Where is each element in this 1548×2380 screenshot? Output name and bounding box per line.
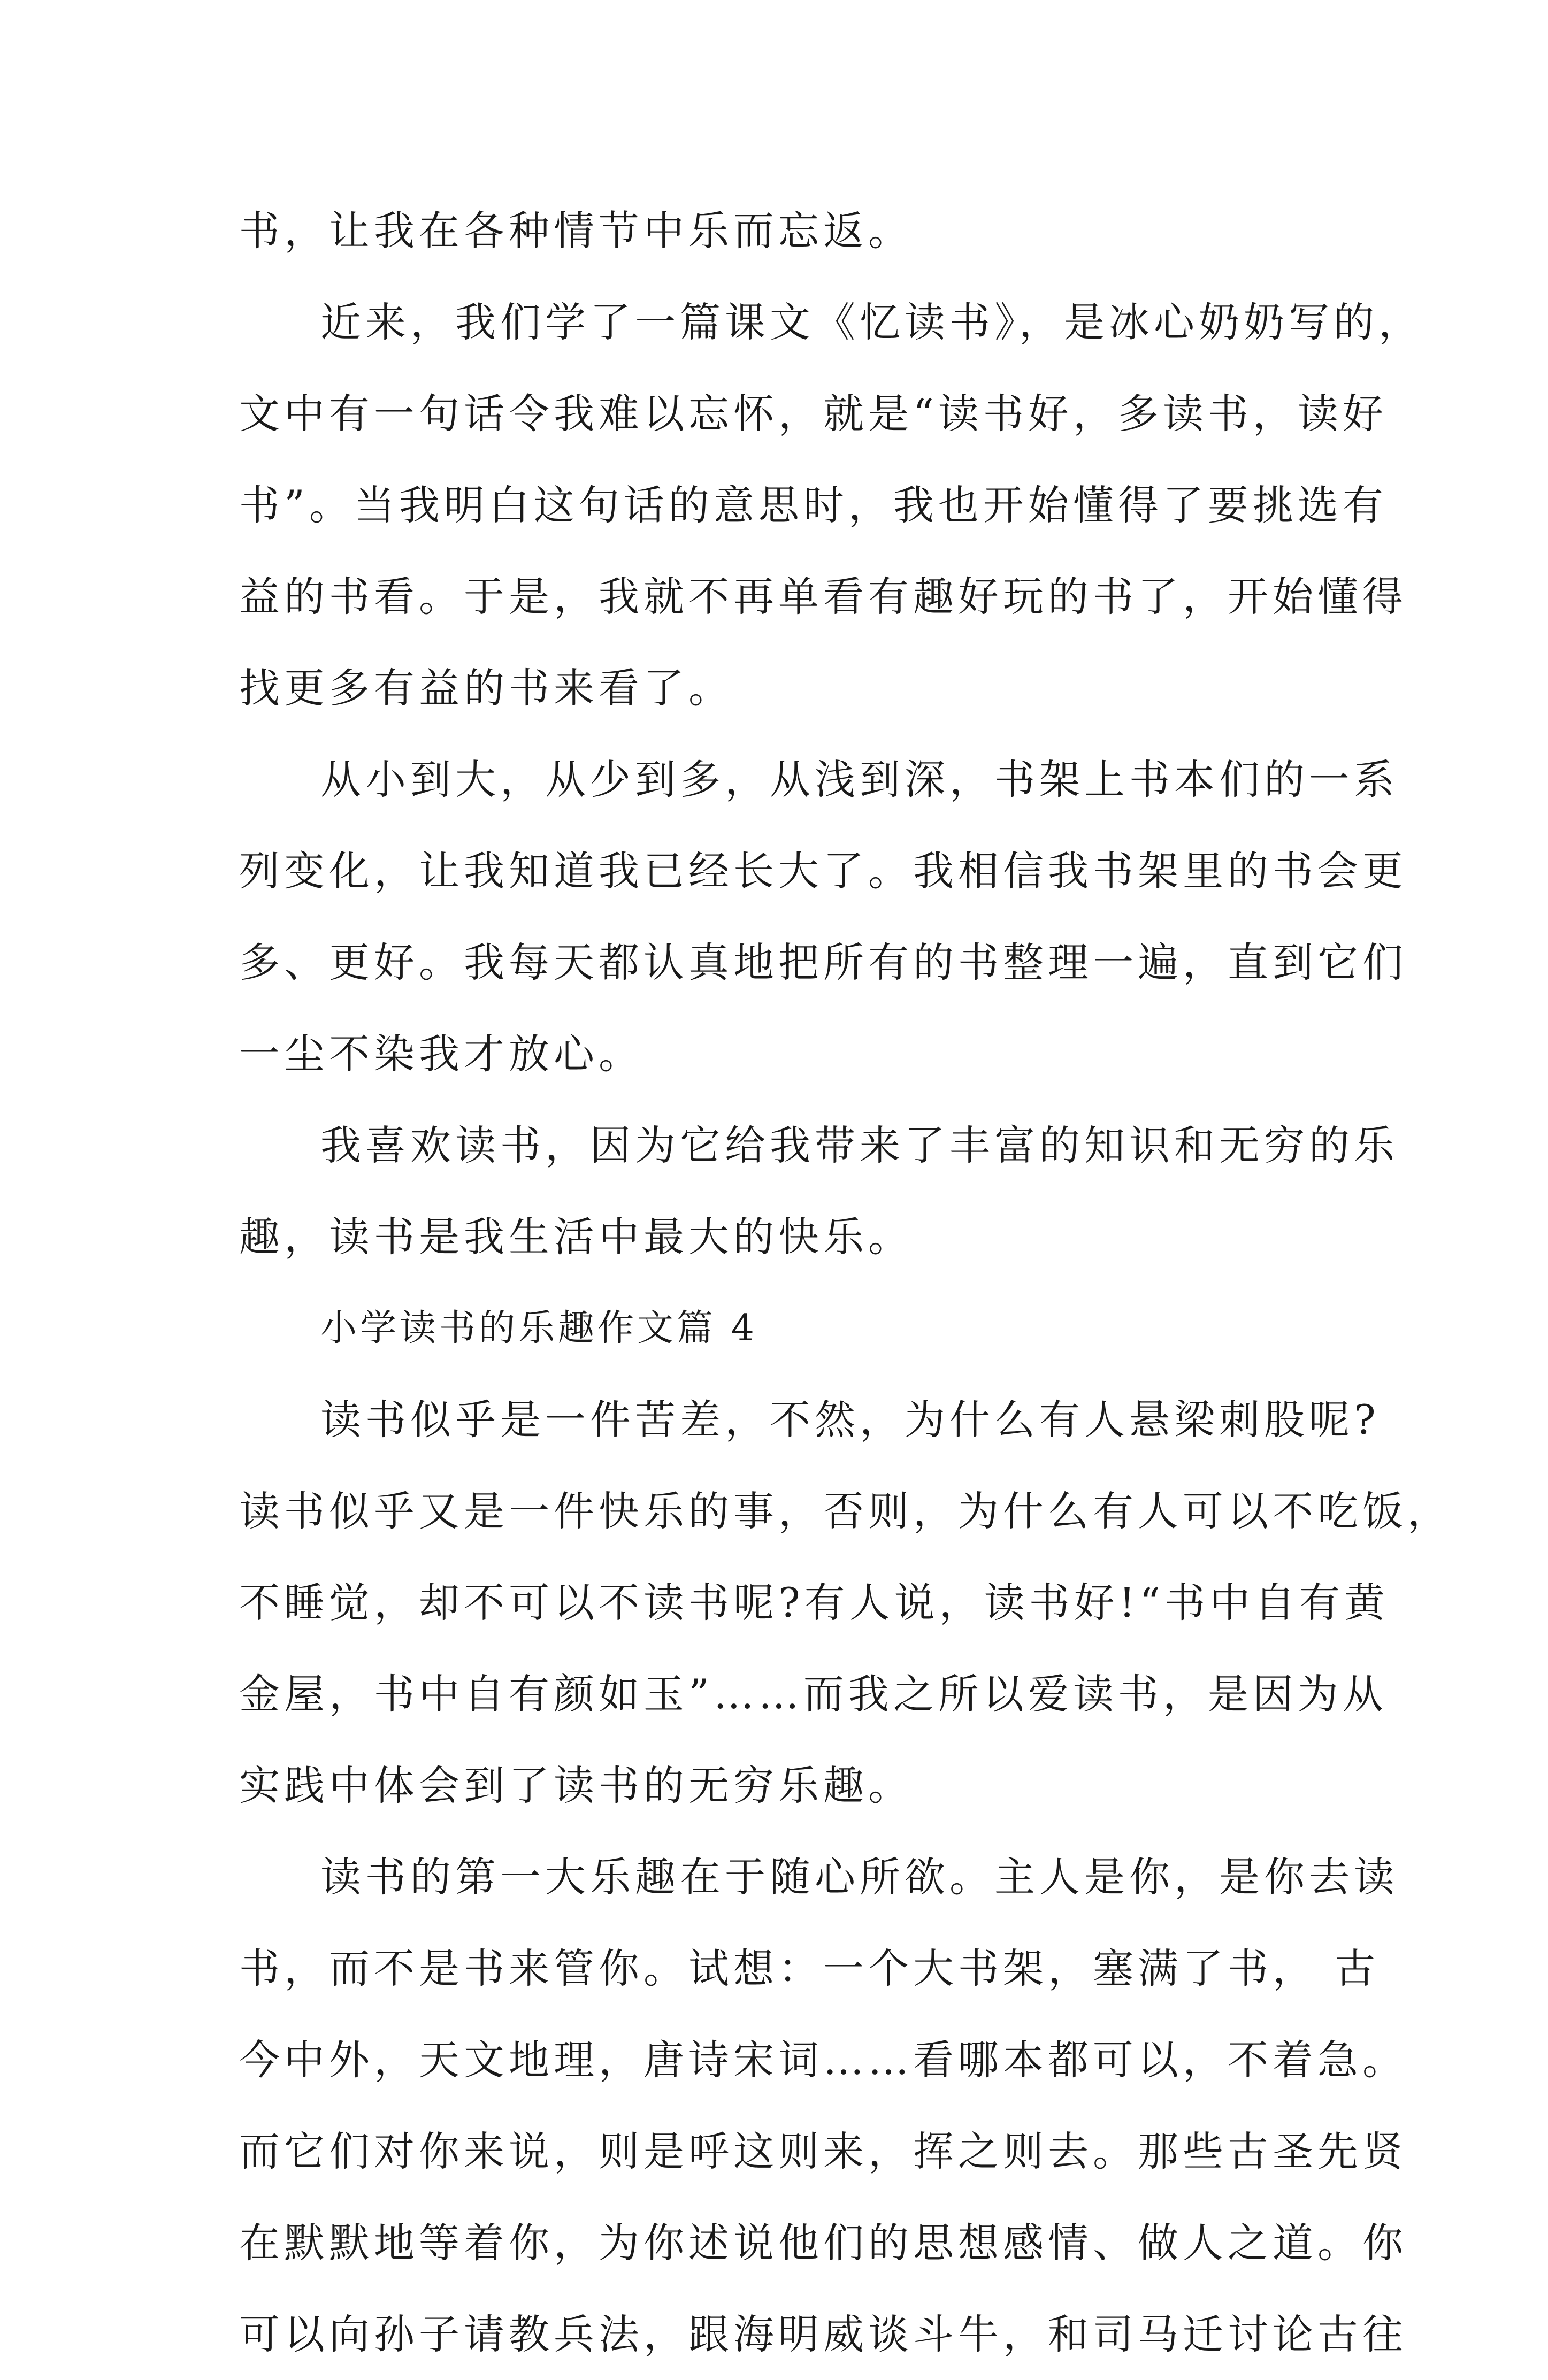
text-line: 书，而不是书来管你。试想：一个大书架，塞满了书， 古 <box>239 1945 1380 1992</box>
text-line: 列变化，让我知道我已经长大了。我相信我书架里的书会更 <box>239 847 1407 895</box>
text-line: 不睡觉，却不可以不读书呢?有人说，读书好!“书中自有黄 <box>239 1579 1390 1626</box>
text-line: 今中外，天文地理，唐诗宋词……看哪本都可以，不着急。 <box>239 2036 1407 2084</box>
text-line: 而它们对你来说，则是呼这则来，挥之则去。那些古圣先贤 <box>239 2128 1407 2175</box>
text-line: 多、更好。我每天都认真地把所有的书整理一遍，直到它们 <box>239 939 1407 986</box>
paragraph-start-line: 我喜欢读书，因为它给我带来了丰富的知识和无穷的乐 <box>320 1122 1399 1169</box>
document-body <box>239 185 1452 2380</box>
text-line: 一尘不染我才放心。 <box>239 1030 643 1078</box>
text-line: 实践中体会到了读书的无穷乐趣。 <box>239 1762 913 1809</box>
text-line: 趣，读书是我生活中最大的快乐。 <box>239 1213 913 1261</box>
paragraph-start-line: 读书的第一大乐趣在于随心所欲。主人是你，是你去读 <box>320 1853 1399 1901</box>
text-line: 找更多有益的书来看了。 <box>239 664 733 712</box>
text-line: 益的书看。于是，我就不再单看有趣好玩的书了，开始懂得 <box>239 573 1407 620</box>
text-line: 金屋，书中自有颜如玉”……而我之所以爱读书，是因为从 <box>239 1670 1388 1718</box>
section-heading: 小学读书的乐趣作文篇 4 <box>320 1307 757 1349</box>
text-line: 在默默地等着你，为你述说他们的思想感情、做人之道。你 <box>239 2219 1407 2267</box>
text-line: 可以向孙子请教兵法，跟海明威谈斗牛，和司马迁讨论古往 <box>239 2310 1407 2358</box>
text-line: 文中有一句话令我难以忘怀，就是“读书好，多读书，读好 <box>239 390 1388 437</box>
paragraph-start-line: 读书似乎是一件苦差，不然，为什么有人悬梁刺股呢? <box>320 1396 1380 1444</box>
text-line: 读书似乎又是一件快乐的事，否则，为什么有人可以不吃饭， <box>239 1487 1452 1535</box>
paragraph-start-line: 近来，我们学了一篇课文《忆读书》，是冰心奶奶写的， <box>320 298 1423 346</box>
text-line: 书”。当我明白这句话的意思时，我也开始懂得了要挑选有 <box>239 481 1388 529</box>
paragraph-start-line: 从小到大，从少到多，从浅到深，书架上书本们的一系 <box>320 756 1399 803</box>
text-line: 书，让我在各种情节中乐而忘返。 <box>239 207 913 255</box>
